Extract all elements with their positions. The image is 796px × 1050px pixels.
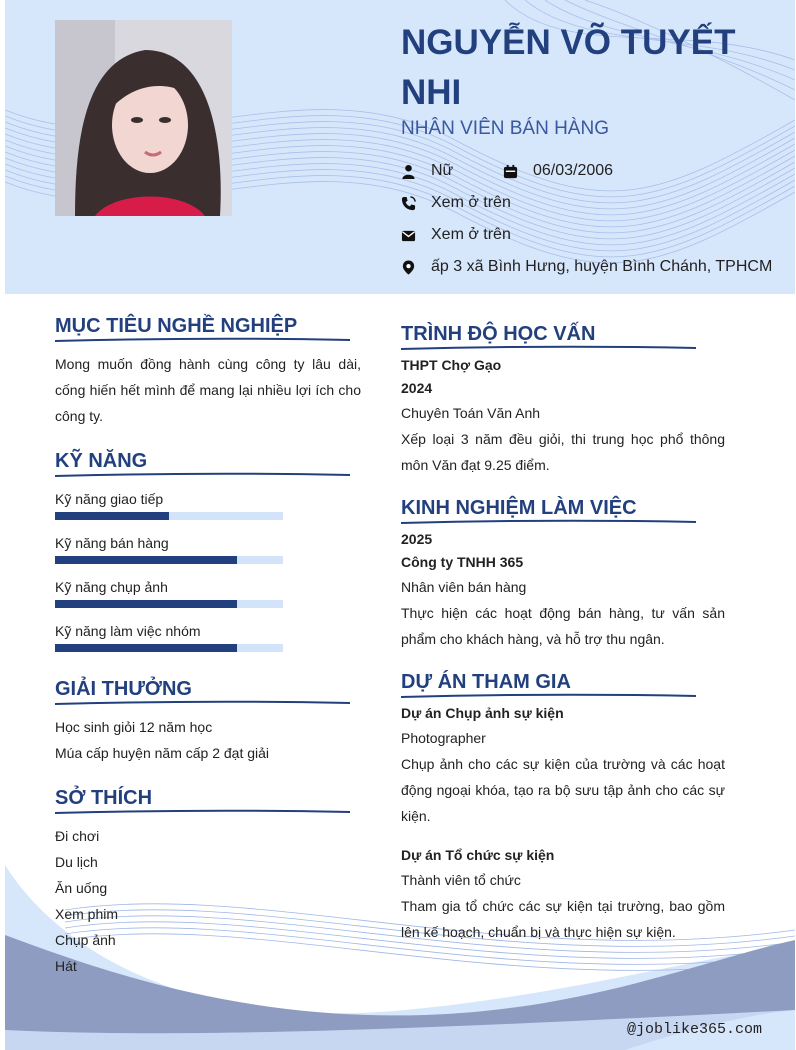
experience-role: Nhân viên bán hàng <box>401 579 527 595</box>
skills-underline <box>55 472 350 478</box>
email-icon <box>401 228 416 243</box>
experience-detail: Thực hiện các hoạt động bán hàng, tư vấn sản phẩm cho khách hàng, và hỗ trợ thu ngân. <box>401 605 725 647</box>
skill-label: Kỹ năng chụp ảnh <box>55 579 168 595</box>
skills-heading: KỸ NĂNG <box>55 450 148 472</box>
project-detail: Tham gia tổ chức các sự kiện tại trường, bao gồm lên kế hoạch, chuẩn bị và thực hiện sự kiện. <box>401 898 725 940</box>
person-icon <box>401 164 416 179</box>
objective-underline <box>55 337 350 343</box>
gender-value: Nữ <box>431 162 454 179</box>
skill-label: Kỹ năng giao tiếp <box>55 491 164 507</box>
position-title: NHÂN VIÊN BÁN HÀNG <box>401 118 609 139</box>
hobby-item: Xem phim <box>55 906 119 922</box>
project-role: Photographer <box>401 730 486 746</box>
email-value: Xem ở trên <box>431 226 511 243</box>
skill-bar-fill <box>55 644 237 652</box>
education-year: 2024 <box>401 380 433 396</box>
project-role: Thành viên tổ chức <box>401 872 521 888</box>
candidate-name: NGUYỄN VÕ TUYẾT NHI <box>401 23 736 112</box>
footer-handle: @joblike365.com <box>627 1021 763 1038</box>
project-name: Dự án Tổ chức sự kiện <box>401 847 555 863</box>
award-item: Múa cấp huyện năm cấp 2 đạt giải <box>55 745 270 761</box>
address-row <box>401 258 772 276</box>
hobby-item: Ăn uống <box>55 880 108 896</box>
education-underline <box>401 345 696 351</box>
objective-text: Mong muốn đồng hành cùng công ty lâu dài, cống hiến hết mình để mang lại nhiều lợi ích cho công ty. <box>55 356 361 424</box>
projects-underline <box>401 693 696 699</box>
projects-heading: DỰ ÁN THAM GIA <box>401 671 571 693</box>
skill-bar-fill <box>55 600 237 608</box>
skill-label: Kỹ năng bán hàng <box>55 535 169 551</box>
award-item: Học sinh giỏi 12 năm học <box>55 719 213 735</box>
education-school: THPT Chợ Gạo <box>401 357 502 373</box>
skill-bar <box>55 600 283 608</box>
objective-heading: MỤC TIÊU NGHỀ NGHIỆP <box>55 315 298 337</box>
skill-bar-fill <box>55 556 237 564</box>
birthdate-value: 06/03/2006 <box>533 162 614 179</box>
education-detail: Xếp loại 3 năm đều giỏi, thi trung học phổ thông môn Văn đạt 9.25 điểm. <box>401 431 725 473</box>
cv-page <box>5 0 795 1050</box>
hobby-item: Du lịch <box>55 854 98 870</box>
education-major: Chuyên Toán Văn Anh <box>401 405 541 421</box>
phone-icon <box>401 196 416 211</box>
experience-underline <box>401 519 696 525</box>
hobbies-heading: SỞ THÍCH <box>55 787 153 809</box>
awards-underline <box>55 700 350 706</box>
hobby-item: Chụp ảnh <box>55 932 116 948</box>
project-name: Dự án Chụp ảnh sự kiện <box>401 705 564 721</box>
email-row <box>401 226 511 244</box>
skill-label: Kỹ năng làm việc nhóm <box>55 623 201 639</box>
project-detail: Chụp ảnh cho các sự kiện của trường và các hoạt động ngoại khóa, tạo ra bộ sưu tập ảnh cho các sự kiện. <box>401 756 725 824</box>
calendar-icon <box>503 164 518 179</box>
profile-photo <box>55 20 232 216</box>
experience-company: Công ty TNHH 365 <box>401 554 524 570</box>
phone-value: Xem ở trên <box>431 194 511 211</box>
experience-heading: KINH NGHIỆM LÀM VIỆC <box>401 497 637 519</box>
location-icon <box>401 260 416 275</box>
awards-heading: GIẢI THƯỞNG <box>55 678 192 700</box>
education-heading: TRÌNH ĐỘ HỌC VẤN <box>401 323 596 345</box>
hobby-item: Hát <box>55 958 77 974</box>
phone-row <box>401 194 511 212</box>
hobbies-underline <box>55 809 350 815</box>
skill-bar <box>55 644 283 652</box>
gender-row <box>401 162 453 180</box>
address-value: ấp 3 xã Bình Hưng, huyện Bình Chánh, TPHCM <box>431 258 773 275</box>
skill-bar-fill <box>55 512 169 520</box>
experience-year: 2025 <box>401 531 433 547</box>
footer-waves <box>5 840 795 1050</box>
birthdate-row <box>503 162 613 180</box>
skill-bar <box>55 512 283 520</box>
hobby-item: Đi chơi <box>55 828 100 844</box>
skill-bar <box>55 556 283 564</box>
